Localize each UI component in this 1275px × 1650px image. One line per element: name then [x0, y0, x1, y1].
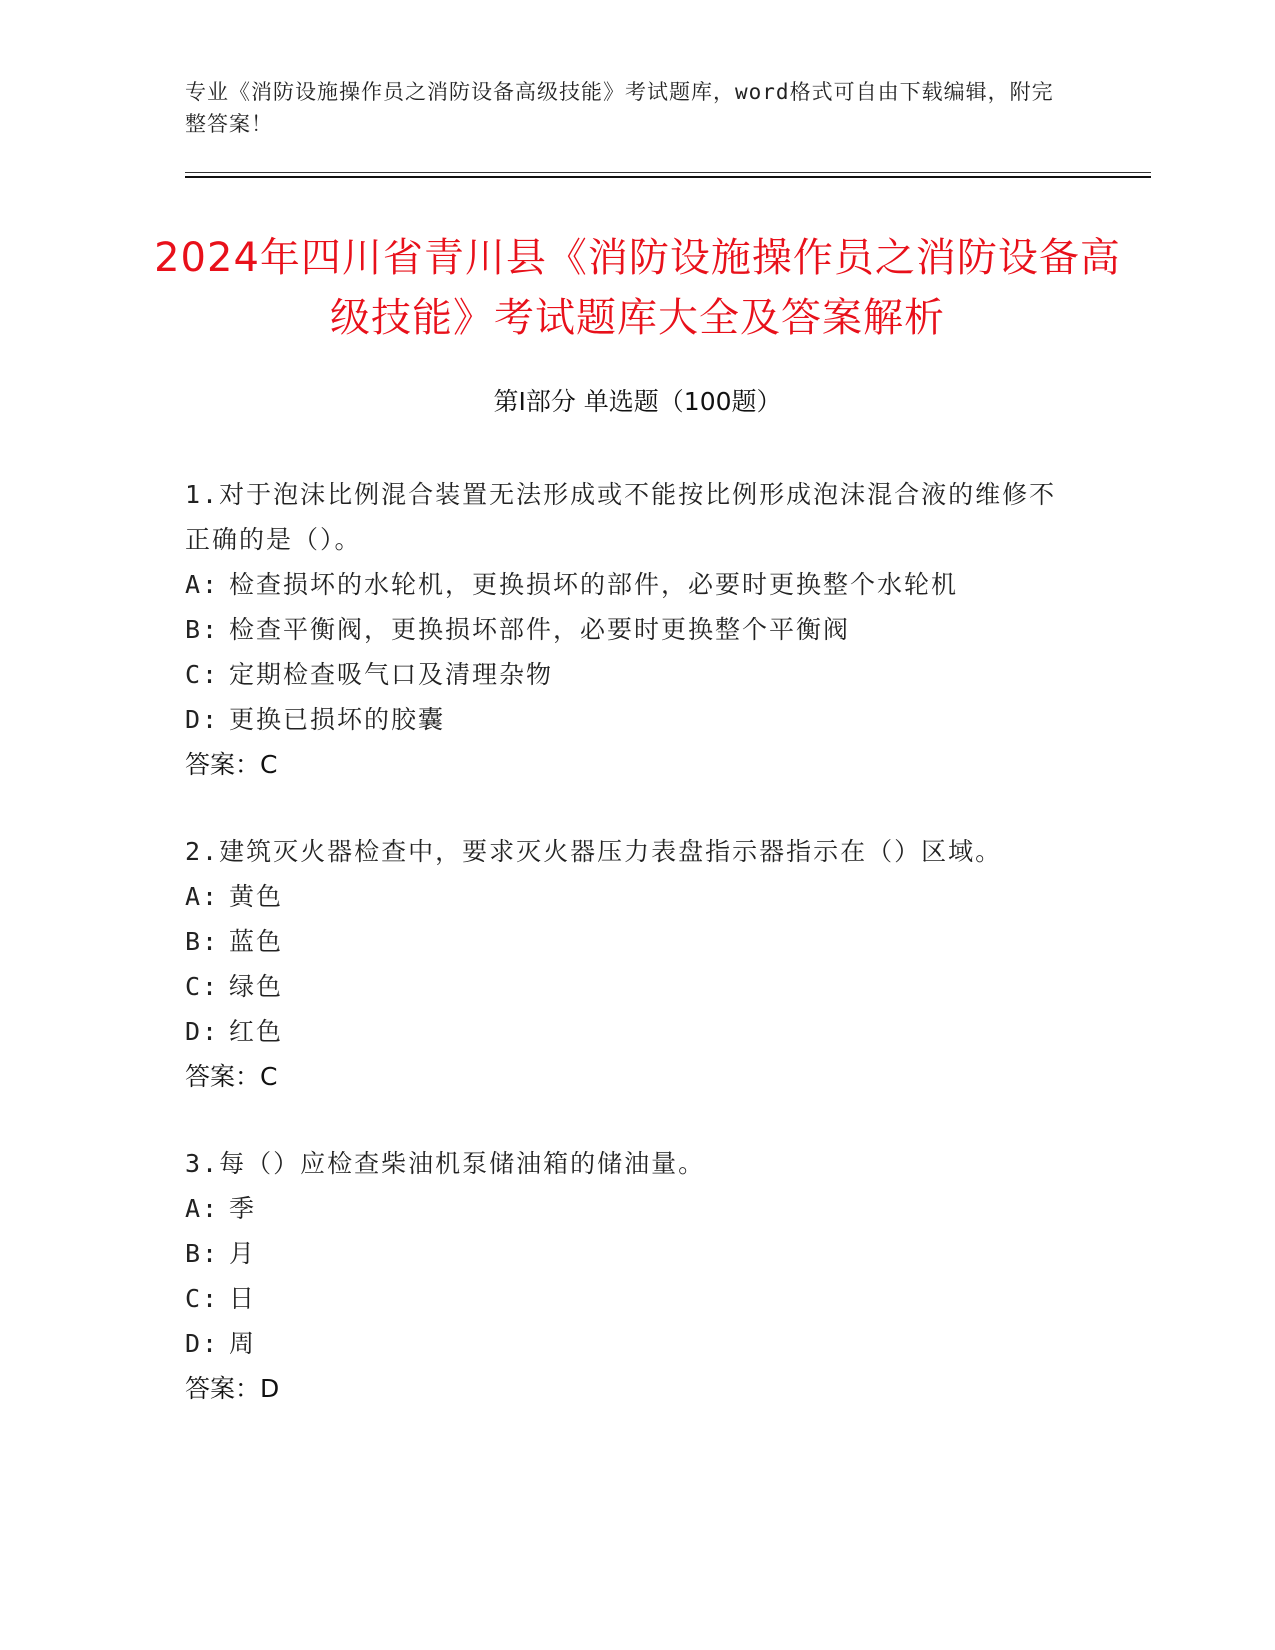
option-text: 更换已损坏的胶囊 [229, 705, 446, 734]
option-letter: B: [185, 1239, 220, 1268]
option-letter: C: [185, 972, 220, 1001]
question-stem: 3.每（）应检查柴油机泵储油箱的储油量。 [185, 1149, 706, 1178]
section-title: 第Ⅰ部分 单选题（100题） [493, 387, 782, 416]
option-text: 日 [229, 1284, 257, 1313]
question-1 [185, 472, 1065, 787]
option-letter: A: [185, 882, 220, 911]
option-letter: A: [185, 570, 220, 599]
question-2 [185, 829, 1065, 1099]
answer-line: 答案：D [185, 1374, 280, 1403]
option-letter: C: [185, 1284, 220, 1313]
header-rule-thin [185, 172, 1151, 173]
answer-line: 答案：C [185, 1062, 278, 1091]
option-c [185, 964, 1065, 1009]
option-b [185, 919, 1065, 964]
option-text: 检查平衡阀，更换损坏部件，必要时更换整个平衡阀 [229, 615, 851, 644]
option-letter: D: [185, 1017, 220, 1046]
option-letter: B: [185, 615, 220, 644]
option-letter: D: [185, 1329, 220, 1358]
option-text: 蓝色 [229, 927, 284, 956]
option-text: 检查损坏的水轮机，更换损坏的部件，必要时更换整个水轮机 [229, 570, 959, 599]
question-3 [185, 1141, 1065, 1411]
option-a [185, 874, 1065, 919]
option-d [185, 697, 1065, 742]
header-rule-thick [185, 176, 1151, 178]
option-c [185, 1276, 1065, 1321]
option-text: 月 [229, 1239, 257, 1268]
question-stem: 1.对于泡沫比例混合装置无法形成或不能按比例形成泡沫混合液的维修不正确的是（）。 [185, 480, 1057, 554]
document-title: 2024年四川省青川县《消防设施操作员之消防设备高级技能》考试题库大全及答案解析 [154, 235, 1121, 341]
option-text: 季 [229, 1194, 257, 1223]
option-letter: B: [185, 927, 220, 956]
option-b [185, 607, 1065, 652]
option-a [185, 562, 1065, 607]
option-d [185, 1009, 1065, 1054]
option-a [185, 1186, 1065, 1231]
option-letter: C: [185, 660, 220, 689]
option-text: 红色 [229, 1017, 284, 1046]
option-text: 黄色 [229, 882, 284, 911]
option-text: 绿色 [229, 972, 284, 1001]
option-text: 周 [229, 1329, 257, 1358]
header-note: 专业《消防设施操作员之消防设备高级技能》考试题库，word格式可自由下载编辑，附完整答案！ [185, 80, 1054, 136]
option-c [185, 652, 1065, 697]
question-stem: 2.建筑灭火器检查中，要求灭火器压力表盘指示器指示在（）区域。 [185, 837, 1003, 866]
option-b [185, 1231, 1065, 1276]
answer-line: 答案：C [185, 750, 278, 779]
question-list [185, 472, 1065, 1453]
option-text: 定期检查吸气口及清理杂物 [229, 660, 554, 689]
option-letter: D: [185, 705, 220, 734]
option-letter: A: [185, 1194, 220, 1223]
option-d [185, 1321, 1065, 1366]
